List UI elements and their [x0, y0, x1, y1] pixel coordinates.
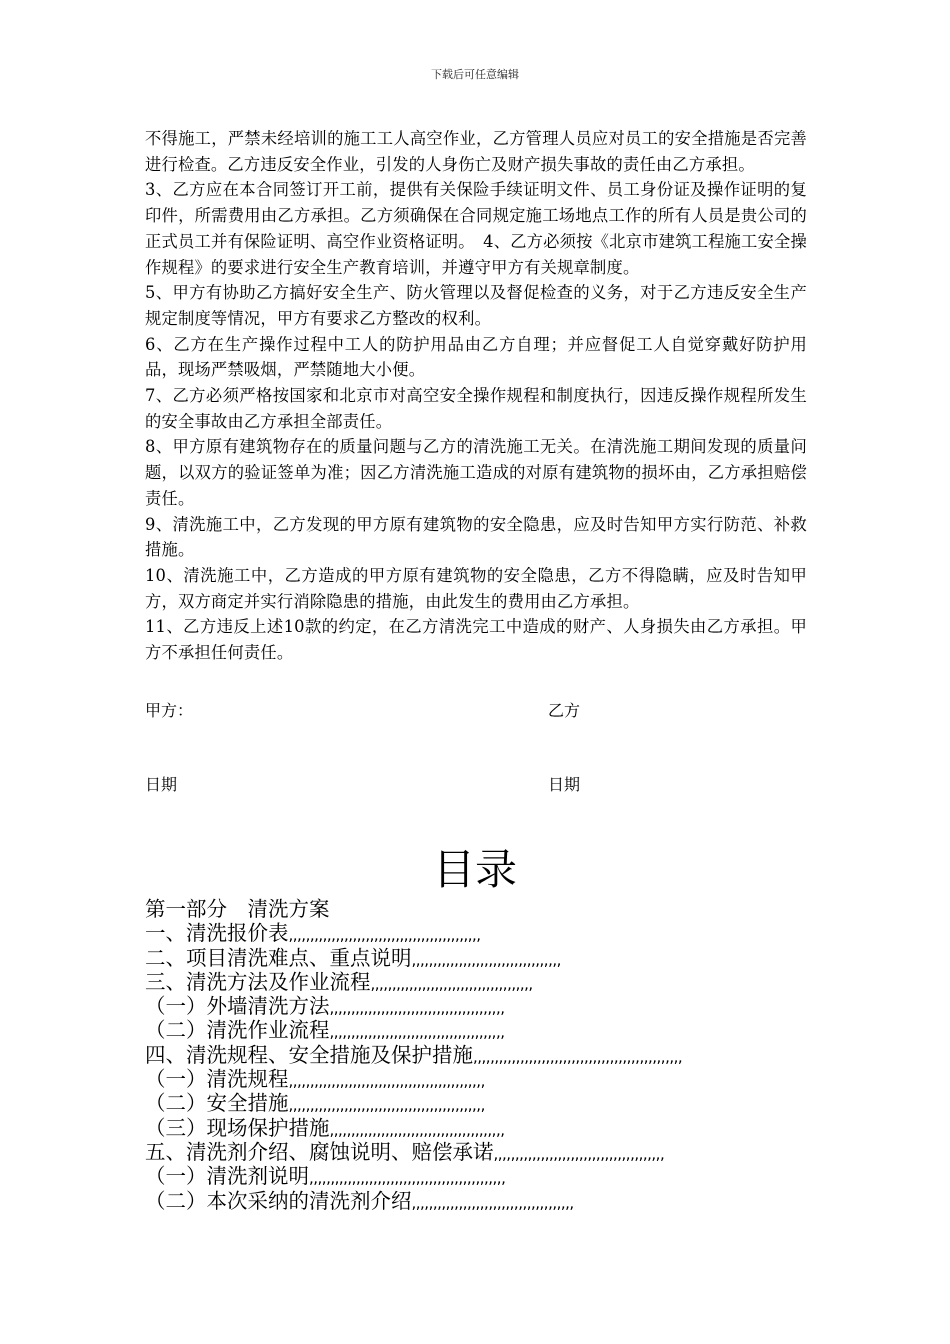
toc-entry[interactable]	[145, 970, 845, 994]
toc-entry-leader: ,,,,,,,,,,,,,,,,,,,,,,,,,,,,,,,,,,,,,,,,,,,,,,,,,	[473, 1047, 683, 1066]
toc-entry-label: （二）清洗作业流程	[145, 1018, 330, 1043]
toc-entry-leader: ,,,,,,,,,,,,,,,,,,,,,,,,,,,,,,,,,,,,,,	[370, 974, 533, 993]
toc-entry[interactable]	[145, 1091, 845, 1115]
toc-entry-leader: ,,,,,,,,,,,,,,,,,,,,,,,,,,,,,,,,,,,,,,,,,,,,,,	[288, 1072, 485, 1091]
paragraph: 不得施工，严禁未经培训的施工工人高空作业，乙方管理人员应对员工的安全措施是否完善进行检查。乙方违反安全作业，引发的人身伤亡及财产损失事故的责任由乙方承担。	[145, 129, 807, 174]
party-a-label: 甲方：	[145, 701, 194, 720]
toc-entry-leader: ,,,,,,,,,,,,,,,,,,,,,,,,,,,,,,,,,,,,,,,,,	[329, 1120, 505, 1139]
date-a-label: 日期	[145, 775, 178, 794]
paragraph: 9、清洗施工中，乙方发现的甲方原有建筑物的安全隐患，应及时告知甲方实行防范、补救措施。	[145, 514, 807, 560]
party-b-label: 乙方	[548, 701, 581, 720]
contract-body	[145, 126, 807, 666]
toc-entry-label: 五、清洗剂介绍、腐蚀说明、赔偿承诺	[145, 1139, 494, 1164]
toc-entry-label: 四、清洗规程、安全措施及保护措施	[145, 1042, 473, 1067]
toc-entry-label: （二）本次采纳的清洗剂介绍	[145, 1188, 412, 1213]
toc-entry[interactable]	[145, 1164, 845, 1188]
toc-title: 目录	[432, 845, 517, 894]
toc-entry[interactable]	[145, 1116, 845, 1140]
paragraph: 8、甲方原有建筑物存在的质量问题与乙方的清洗施工无关。在清洗施工期间发现的质量问题，以双方的验证签单为准；因乙方清洗施工造成的对原有建筑物的损坏由，乙方承担赔偿责任。	[145, 437, 807, 508]
toc-entry[interactable]	[145, 1140, 845, 1164]
toc-entry-label: （一）清洗规程	[145, 1067, 289, 1092]
toc-entry[interactable]	[145, 1043, 845, 1067]
toc-entry-label: 三、清洗方法及作业流程	[145, 969, 371, 994]
toc-entry-leader: ,,,,,,,,,,,,,,,,,,,,,,,,,,,,,,,,,,,,,,,,,	[329, 999, 505, 1018]
toc-entry-leader: ,,,,,,,,,,,,,,,,,,,,,,,,,,,,,,,,,,,,,,,,,,,,,,	[309, 1169, 506, 1188]
toc-entry-leader: ,,,,,,,,,,,,,,,,,,,,,,,,,,,,,,,,,,,,,,,,	[493, 1144, 665, 1163]
toc-entry[interactable]	[145, 946, 845, 970]
toc-entry[interactable]	[145, 1189, 845, 1213]
toc-entry-leader: ,,,,,,,,,,,,,,,,,,,,,,,,,,,,,,,,,,,,,,,,,,,,,,	[288, 1096, 485, 1115]
paragraph: 3、乙方应在本合同签订开工前，提供有关保险手续证明文件、员工身份证及操作证明的复印件，所需费用由乙方承担。乙方须确保在合同规定施工场地点工作的所有人员是贵公司的正式员工并有保险证明、高空作业资格证明。 4、乙方必须按《北京市建筑工程施工安全操作规程》的要求进行安全生产教育培训，并遵守甲方有关规章制度。	[145, 180, 807, 277]
toc-entry[interactable]	[145, 1018, 845, 1042]
toc-entry-label: 二、项目清洗难点、重点说明	[145, 945, 412, 970]
toc-entry[interactable]	[145, 994, 845, 1018]
toc-entry-label: （一）清洗剂说明	[145, 1164, 309, 1189]
date-b-label: 日期	[548, 775, 581, 794]
toc-entry-leader: ,,,,,,,,,,,,,,,,,,,,,,,,,,,,,,,,,,,	[411, 950, 561, 969]
toc-entry[interactable]	[145, 897, 845, 921]
toc-entry[interactable]	[145, 921, 845, 945]
toc-entry-label: （三）现场保护措施	[145, 1115, 330, 1140]
paragraph: 5、甲方有协助乙方搞好安全生产、防火管理以及督促检查的义务，对于乙方违反安全生产规定制度等情况，甲方有要求乙方整改的权利。	[145, 283, 807, 328]
paragraph: 6、乙方在生产操作过程中工人的防护用品由乙方自理；并应督促工人自觉穿戴好防护用品，现场严禁吸烟，严禁随地大小便。	[145, 334, 807, 380]
toc-entry[interactable]	[145, 1067, 845, 1091]
toc-entry-label: 第一部分 清洗方案	[145, 897, 330, 921]
toc-entry-label: （二）安全措施	[145, 1091, 289, 1116]
toc-entry-leader: ,,,,,,,,,,,,,,,,,,,,,,,,,,,,,,,,,,,,,,,,,	[329, 1023, 505, 1042]
toc-entry-leader: ,,,,,,,,,,,,,,,,,,,,,,,,,,,,,,,,,,,,,,	[411, 1193, 574, 1212]
toc-entry-leader: ,,,,,,,,,,,,,,,,,,,,,,,,,,,,,,,,,,,,,,,,,,,,,	[288, 926, 481, 945]
paragraph: 7、乙方必须严格按国家和北京市对高空安全操作规程和制度执行，因违反操作规程所发生的安全事故由乙方承担全部责任。	[145, 386, 807, 431]
paragraph: 10、清洗施工中，乙方造成的甲方原有建筑物的安全隐患，乙方不得隐瞒，应及时告知甲方，双方商定并实行消除隐患的措施，由此发生的费用由乙方承担。	[145, 565, 807, 611]
toc-entry-label: 一、清洗报价表	[145, 921, 289, 946]
table-of-contents	[145, 897, 845, 1213]
page-header: 下载后可任意编辑	[431, 68, 519, 81]
toc-entry-label: （一）外墙清洗方法	[145, 994, 330, 1019]
paragraph: 11、乙方违反上述10款的约定，在乙方清洗完工中造成的财产、人身损失由乙方承担。甲方不承担任何责任。	[145, 617, 807, 663]
